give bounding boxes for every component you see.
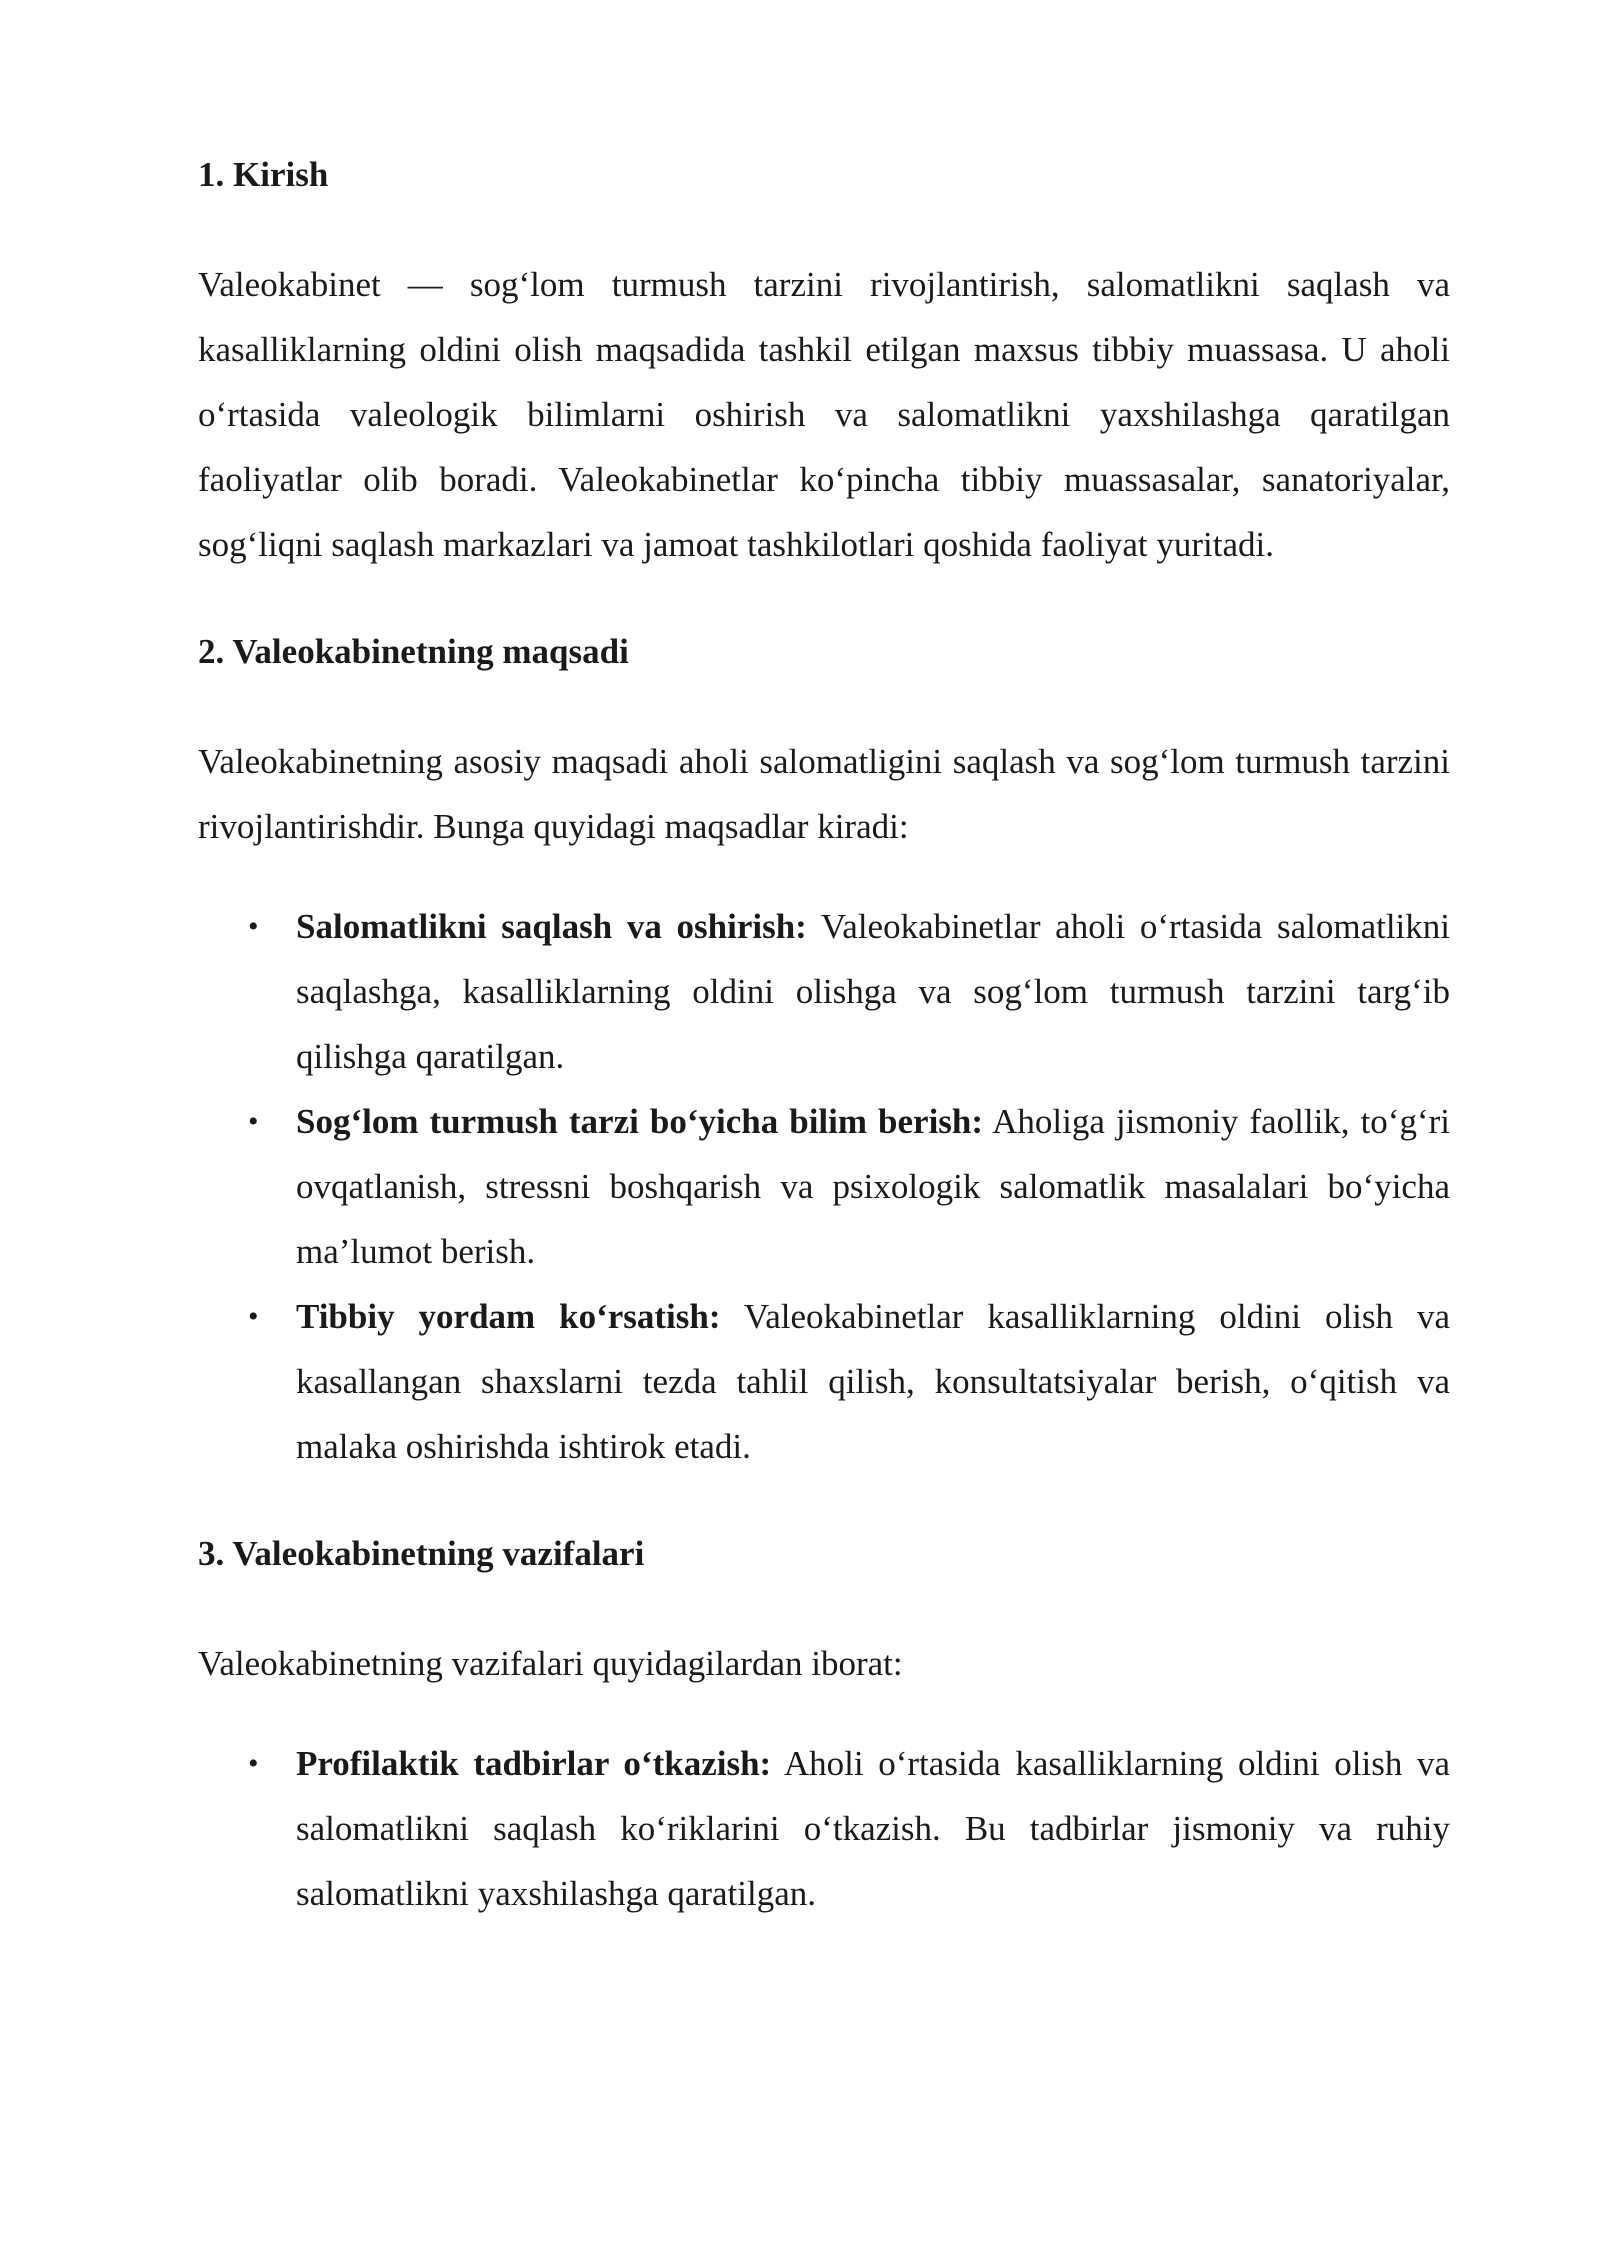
bullet-icon: • [248,1300,259,1333]
section-heading-maqsadi: 2. Valeokabinetning maqsadi [198,632,629,671]
list-item-lead: Salomatlikni saqlash va oshirish: [296,907,807,946]
bullet-icon: • [248,1105,259,1138]
section-heading-kirish: 1. Kirish [198,155,329,194]
list-item-text: Aholi o‘rtasida kasalliklarning oldini olish va salomatlikni saqlash ko‘riklarini o‘tkazish. Bu tadbirlar jismoniy va ruhiy salomatlikni yaxshilashga qaratilgan. [296,1744,1450,1913]
goals-list [198,894,1450,1479]
list-item-text: Aholiga jismoniy faollik, to‘g‘ri ovqatlanish, stressni boshqarish va psixologik salomatlik masalalari bo‘yicha ma’lumot berish. [296,1102,1450,1271]
list-item-text: Valeokabinetlar kasalliklarning oldini olish va kasallangan shaxslarni tezda tahlil qilish, konsultatsiyalar berish, o‘qitish va malaka oshirishda ishtirok etadi. [296,1297,1450,1466]
list-item-lead: Sog‘lom turmush tarzi bo‘yicha bilim berish: [296,1102,984,1141]
list-item-lead: Tibbiy yordam ko‘rsatish: [296,1297,721,1336]
list-item [198,1284,1450,1479]
bullet-icon: • [248,910,259,943]
section-paragraph-kirish: Valeokabinet — sog‘lom turmush tarzini rivojlantirish, salomatlikni saqlash va kasalliklarning oldini olish maqsadida tashkil etilgan maxsus tibbiy muassasa. U aholi o‘rtasida valeologik bilimlarni oshirish va salomatlikni yaxshilashga qaratilgan faoliyatlar olib boradi. Valeokabinetlar ko‘pincha tibbiy muassasalar, sanatoriyalar, sog‘liqni saqlash markazlari va jamoat tashkilotlari qoshida faoliyat yuritadi. [198,265,1450,564]
document-page [198,150,1450,1926]
list-item-text: Valeokabinetlar aholi o‘rtasida salomatlikni saqlashga, kasalliklarning oldini olishga va sog‘lom turmush tarzini targ‘ib qilishga qaratilgan. [296,907,1450,1076]
list-item-lead: Profilaktik tadbirlar o‘tkazish: [296,1744,772,1783]
bullet-icon: • [248,1747,259,1780]
list-item [198,1089,1450,1284]
section-paragraph-vazifalari: Valeokabinetning vazifalari quyidagilardan iborat: [198,1644,903,1683]
section-heading-vazifalari: 3. Valeokabinetning vazifalari [198,1534,645,1573]
list-item [198,894,1450,1089]
tasks-list [198,1731,1450,1926]
list-item [198,1731,1450,1926]
section-paragraph-maqsadi: Valeokabinetning asosiy maqsadi aholi salomatligini saqlash va sog‘lom turmush tarzini rivojlantirishdir. Bunga quyidagi maqsadlar kiradi: [198,742,1450,846]
